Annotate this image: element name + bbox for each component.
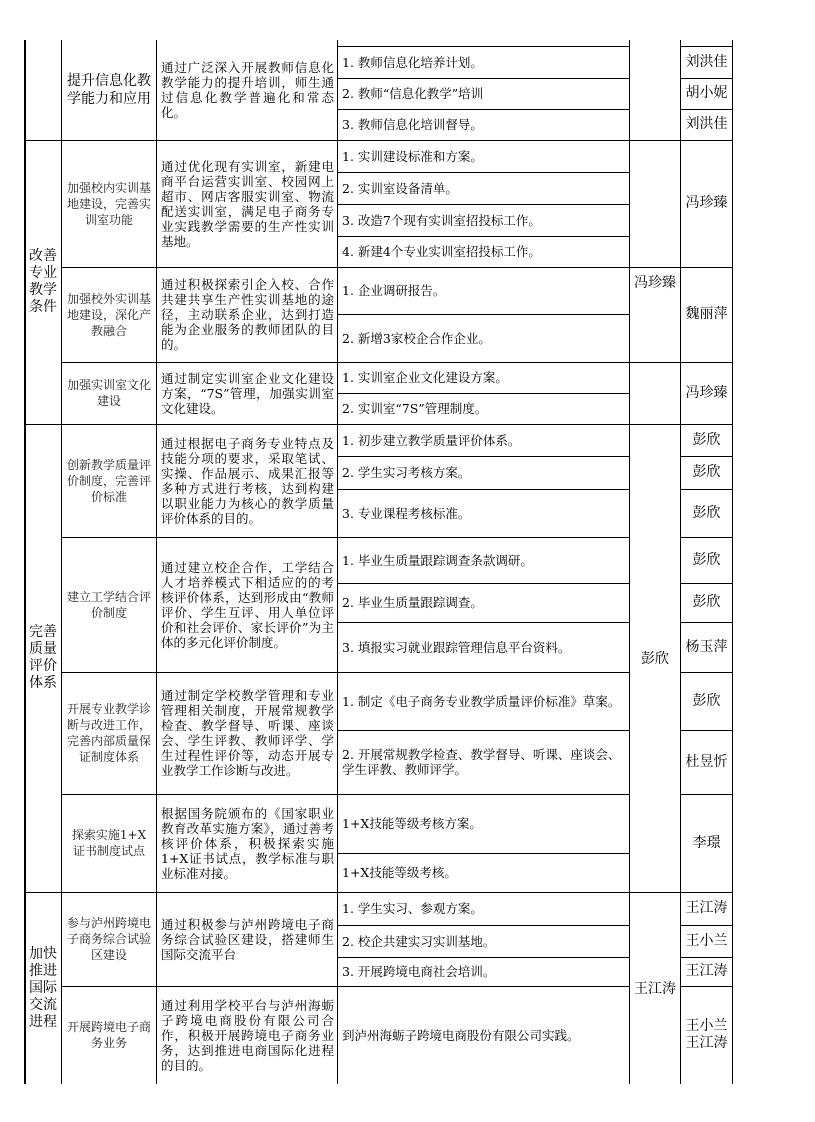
person-cell [681,730,732,794]
item-cell [338,204,629,236]
task-description-cell [157,267,337,362]
owner-cell [630,424,680,892]
task-description-cell [157,362,337,424]
task-name: 参与泸州跨境电子商务综合试验区建设 [66,916,151,962]
item-cell [338,622,629,672]
person-cell [681,892,732,925]
item-text: 2. 实训室设备清单。 [342,180,458,196]
task-description-cell [157,672,337,794]
task-name-cell [62,424,156,537]
item-text: 2. 教师“信息化教学”培训 [342,86,484,101]
item-text: 2. 开展常规教学检查、教学督导、听课、座谈会、学生评教、教师评学。 [342,747,621,777]
task-description-cell [157,986,337,1084]
person-name: 彭欣 [692,504,721,521]
item-text: 3. 改造7个现有实训室招投标工作。 [342,212,541,228]
person-name: 彭欣 [692,551,721,568]
item-text: 2. 实训室“7S”管理制度。 [342,401,488,416]
person-name: 杜昱忻 [685,753,728,770]
person-name: 杨玉萍 [685,638,728,655]
item-cell [338,362,629,393]
item-cell [338,489,629,537]
person-cell [681,622,732,672]
item-cell [338,140,629,172]
item-cell [338,267,629,314]
task-name: 加强校内实训基地建设，完善实训室功能 [66,180,151,227]
task-name-cell [62,140,156,267]
person-cell [681,489,732,537]
owner-name: 王江涛 [634,981,676,997]
item-text: 1+X技能等级考核。 [342,865,457,880]
item-cell [338,456,629,489]
task-description-cell [157,424,337,537]
person-name: 刘洪佳 [685,116,728,132]
task-name-cell [62,362,156,424]
item-cell [338,794,629,853]
person-name: 冯珍臻 [685,384,728,401]
item-text: 2. 毕业生质量跟踪调查。 [342,595,483,610]
person-name: 王江涛 [685,963,728,979]
person-name: 彭欣 [692,431,721,448]
item-cell [338,986,629,1084]
person-cell [681,925,732,957]
item-text: 1. 实训建设标准和方案。 [342,148,483,164]
task-description-cell [157,892,337,986]
owner-cell [630,140,680,424]
person-cell [681,109,732,140]
item-text: 1. 企业调研报告。 [342,283,446,298]
task-name-cell [62,672,156,794]
item-cell [338,109,629,140]
person-name: 彭欣 [692,692,721,709]
person-cell [681,424,732,456]
task-description: 通过积极探索引企入校、合作共建共享生产性实训基地的途径，主动联系企业，达到打造能为企业服务的教师团队的目的。 [161,277,334,352]
item-text: 2. 校企共建实习实训基地。 [342,933,496,949]
task-name-cell [62,794,156,892]
item-cell [338,236,629,267]
item-text: 1. 学生实习、参观方案。 [342,901,483,916]
person-name: 胡小妮 [685,85,728,101]
person-name: 王小兰 [685,932,728,949]
item-text: 3. 开展跨境电商社会培训。 [342,964,496,979]
item-cell [338,172,629,204]
item-text: 1+X技能等级考核方案。 [342,816,482,831]
item-cell [338,393,629,424]
person-cell [681,794,732,892]
item-cell [338,314,629,362]
owner-name: 冯珍臻 [634,275,676,291]
person-cell [681,957,732,986]
task-name: 探索实施1+X证书制度试点 [71,828,147,858]
person-cell [681,362,732,424]
category-cell [25,40,61,140]
person-cell [681,140,732,267]
item-text: 3. 教师信息化培训督导。 [342,117,483,132]
task-name: 开展专业教学诊断与改进工作，完善内部质量保证制度体系 [66,702,151,764]
task-name: 开展跨境电子商务业务 [66,1020,151,1050]
item-text: 1. 制定《电子商务专业教学质量评价标准》草案。 [342,693,621,709]
task-description: 通过广泛深入开展教师信息化教学能力的提升培训，师生通过信息化教学普遍化和常态化。 [161,60,334,120]
task-name: 创新教学质量评价制度，完善评价标准 [66,457,151,504]
col-divider-6 [732,40,733,1084]
item-cell [338,925,629,957]
item-cell [338,672,629,730]
item-cell [338,583,629,622]
task-name-cell [62,537,156,672]
item-cell [338,78,629,109]
person-name: 冯珍臻 [685,195,728,211]
item-text: 4. 新建4个专业实训室招投标工作。 [342,244,541,259]
item-cell [338,424,629,456]
task-description: 根据国务院颁布的《国家职业教育改革实施方案》，通过善考核评价体系，积极探索实施1+X证书试点，教学标准与职业标准对接。 [161,805,334,881]
owner-cell [630,892,680,1084]
person-cell [681,46,732,78]
task-description: 通过优化现有实训室，新建电商平台运营实训室、校园网上超市、网店客服实训室、物流配送实训室，满足电子商务专业实践教学需要的生产性实训基地。 [161,158,334,249]
item-text: 2. 学生实习考核方案。 [342,465,471,480]
owner-cell [630,40,680,140]
person-cell [681,456,732,489]
item-cell [338,537,629,583]
category-cell [25,892,61,1084]
item-cell [338,730,629,794]
item-text: 1. 初步建立教学质量评价体系。 [342,432,521,448]
person-name: 王江涛 [685,900,728,916]
task-name-cell [62,892,156,986]
person-name: 李璟 [692,834,721,851]
person-cell [681,267,732,362]
item-text: 3. 专业课程考核标准。 [342,505,471,521]
owner-name: 彭欣 [641,651,669,667]
person-cell [681,986,732,1084]
task-description: 通过制定学校教学管理和专业管理相关制度，开展常规教学检查、教学督导、听课、座谈会、学生评教、教师评学、学生过程性评价等，动态开展专业教学工作诊断与改进。 [161,688,334,778]
person-name: 彭欣 [692,464,721,480]
person-name: 王小兰 [685,1018,728,1034]
person-cell [681,672,732,730]
task-description: 通过根据电子商务专业特点及技能分项的要求，采取笔试、实操、作品展示、成果汇报等多种方式进行考核，达到构建以职业能力为核心的教学质量评价体系的目的。 [161,435,334,526]
category-label: 加快推进国际交流进程 [29,945,57,1030]
task-name-cell [62,40,156,140]
category-cell [25,424,61,892]
person-name: 魏丽萍 [685,306,728,322]
task-name: 建立工学结合评价制度 [66,589,151,620]
person-name: 刘洪佳 [685,53,728,70]
task-description-cell [157,140,337,267]
task-name: 加强校外实训基地建设，深化产教融合 [66,291,151,338]
task-description-cell [157,40,337,140]
task-description-cell [157,537,337,672]
item-cell [338,853,629,892]
task-description: 通过建立校企合作，工学结合人才培养模式下相适应的的考核评价体系，达到形成由“教师评价、学生互评、用人单位评价和社会评价、家长评价”为主体的多元化评价制度。 [161,559,334,650]
person-cell [681,583,732,622]
task-name: 提升信息化教学能力和应用 [67,73,151,107]
item-text: 1. 毕业生质量跟踪调查条款调研。 [342,552,533,568]
item-cell [338,46,629,78]
task-description: 通过积极参与泸州跨境电子商务综合试验区建设，搭建师生国际交流平台 [161,916,334,962]
category-label: 改善专业教学条件 [29,248,57,315]
task-name: 加强实训室文化建设 [66,378,151,408]
item-text: 2. 新增3家校企合作企业。 [342,330,491,346]
person-name: 王江涛 [685,1035,728,1051]
item-text: 1. 教师信息化培养计划。 [342,54,483,70]
person-name: 彭欣 [692,594,721,610]
item-text: 3. 填报实习就业跟踪管理信息平台资料。 [342,639,571,655]
item-text: 到泸州海蛎子跨境电商股份有限公司实践。 [342,1027,580,1043]
category-cell [25,140,61,424]
task-name-cell [62,267,156,362]
task-description-cell [157,794,337,892]
item-text: 1. 实训室企业文化建设方案。 [342,370,508,385]
task-description: 通过制定实训室企业文化建设方案，“7S”管理，加强实训室文化建设。 [161,370,334,416]
person-cell [681,78,732,109]
person-cell [681,537,732,583]
item-cell [338,957,629,986]
task-name-cell [62,986,156,1084]
category-label: 完善质量评价体系 [29,624,57,691]
item-cell [338,892,629,925]
task-description: 通过利用学校平台与泸州海蛎子跨境电商股份有限公司合作，积极开展跨境电子商务业务，达到推进电商国际化进程的目的。 [161,997,334,1073]
